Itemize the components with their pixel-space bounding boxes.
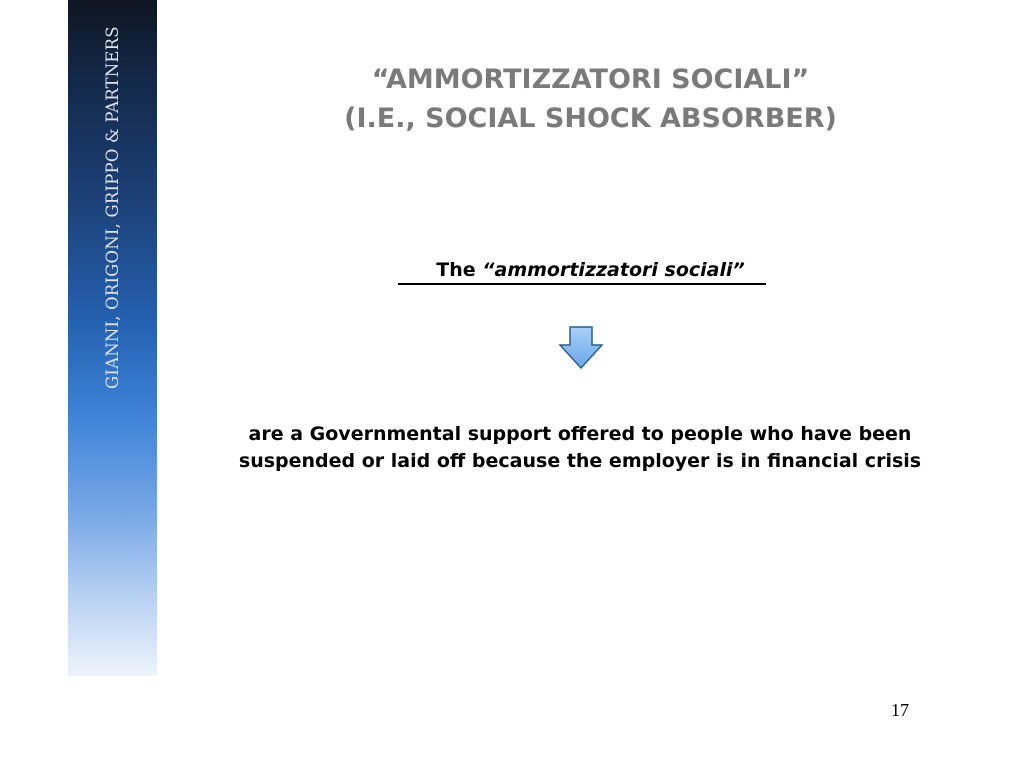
firm-name-vertical: GIANNI, ORIGONI, GRIPPO & PARTNERS	[102, 26, 122, 389]
definition-text: are a Governmental support offered to people who have been suspended or laid off because the employer is in financial crisis	[238, 423, 922, 472]
title-line-1: “AMMORTIZZATORI SOCIALI”	[371, 64, 810, 95]
page-number: 17	[891, 700, 909, 720]
subject-underline	[398, 283, 766, 285]
slide-title	[157, 60, 1024, 138]
subject-heading	[157, 256, 1024, 284]
title-line-2: (I.E., SOCIAL SHOCK ABSORBER)	[344, 103, 837, 134]
subject-prefix: The	[436, 259, 483, 281]
subject-term: “ammortizzatori sociali”	[482, 259, 745, 281]
down-arrow-icon	[559, 326, 603, 370]
